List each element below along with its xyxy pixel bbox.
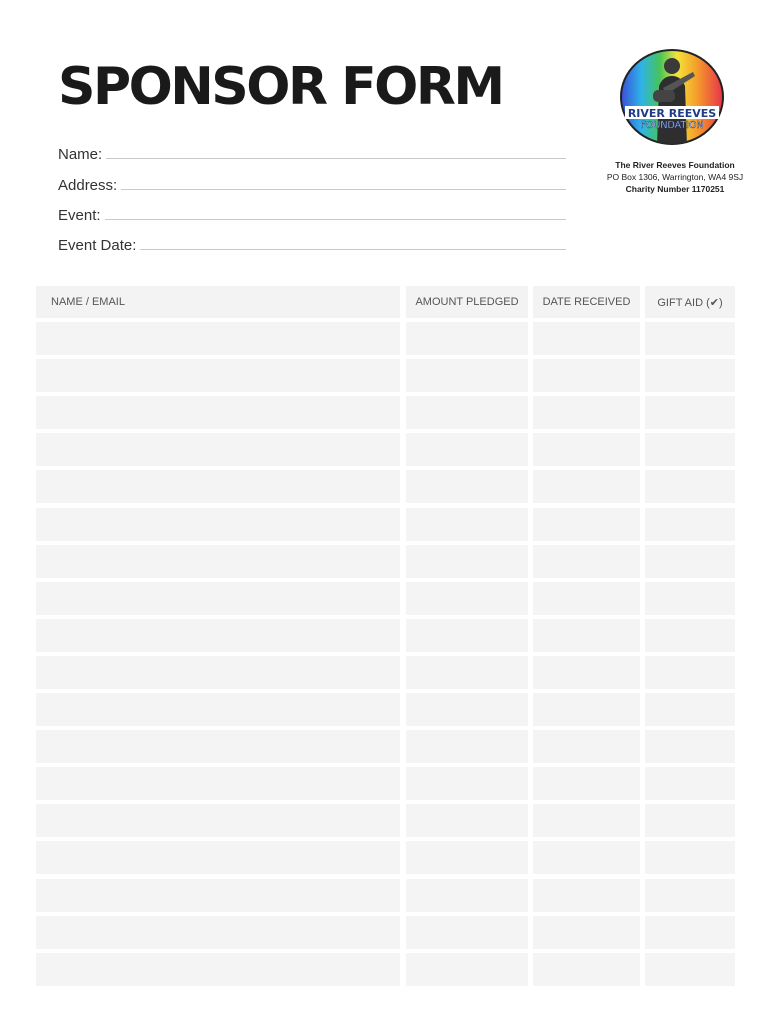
amount-pledged-cell[interactable] <box>406 508 528 541</box>
date-received-cell[interactable] <box>533 767 640 800</box>
amount-pledged-cell[interactable] <box>406 582 528 615</box>
date-received-cell[interactable] <box>533 470 640 503</box>
amount-pledged-cell[interactable] <box>406 545 528 578</box>
name-email-cell[interactable] <box>36 396 400 429</box>
event-date-line[interactable] <box>140 249 566 250</box>
name-email-cell[interactable] <box>36 470 400 503</box>
name-label: Name: <box>58 146 103 163</box>
address-line[interactable] <box>121 189 566 190</box>
amount-pledged-cell[interactable] <box>406 396 528 429</box>
amount-pledged-cell[interactable] <box>406 619 528 652</box>
date-received-cell[interactable] <box>533 508 640 541</box>
name-line[interactable] <box>106 158 566 159</box>
name-email-cell[interactable] <box>36 582 400 615</box>
date-received-cell[interactable] <box>533 322 640 355</box>
date-received-cell[interactable] <box>533 545 640 578</box>
gift-aid-cell[interactable] <box>645 693 735 726</box>
name-email-cell[interactable] <box>36 545 400 578</box>
name-field[interactable] <box>58 141 566 163</box>
address-label: Address: <box>58 177 118 194</box>
amount-pledged-cell[interactable] <box>406 730 528 763</box>
date-received-cell[interactable] <box>533 433 640 466</box>
date-received-cell[interactable] <box>533 656 640 689</box>
date-received-cell[interactable] <box>533 582 640 615</box>
river-reeves-logo <box>619 48 725 146</box>
charity-number: Charity Number 1170251 <box>625 184 725 194</box>
gift-aid-cell[interactable] <box>645 396 735 429</box>
logo-text-top: RIVER REEVES <box>627 107 717 120</box>
amount-pledged-cell[interactable] <box>406 916 528 949</box>
event-field[interactable] <box>58 202 566 224</box>
date-received-cell[interactable] <box>533 804 640 837</box>
gift-aid-cell[interactable] <box>645 879 735 912</box>
amount-pledged-cell[interactable] <box>406 879 528 912</box>
gift-aid-cell[interactable] <box>645 841 735 874</box>
amount-pledged-cell[interactable] <box>406 470 528 503</box>
amount-pledged-cell[interactable] <box>406 322 528 355</box>
gift-aid-cell[interactable] <box>645 508 735 541</box>
amount-pledged-cell[interactable] <box>406 433 528 466</box>
name-email-cell[interactable] <box>36 879 400 912</box>
gift-aid-cell[interactable] <box>645 656 735 689</box>
date-received-cell[interactable] <box>533 879 640 912</box>
event-date-field[interactable] <box>58 232 566 254</box>
address-field[interactable] <box>58 172 566 194</box>
name-email-cell[interactable] <box>36 508 400 541</box>
header-date-received: DATE RECEIVED <box>533 286 640 318</box>
name-email-cell[interactable] <box>36 656 400 689</box>
date-received-cell[interactable] <box>533 916 640 949</box>
org-name: The River Reeves Foundation <box>615 160 735 170</box>
name-email-cell[interactable] <box>36 953 400 986</box>
name-email-cell[interactable] <box>36 916 400 949</box>
organization-info <box>585 159 765 195</box>
name-email-cell[interactable] <box>36 433 400 466</box>
amount-pledged-cell[interactable] <box>406 656 528 689</box>
date-received-cell[interactable] <box>533 619 640 652</box>
name-email-cell[interactable] <box>36 359 400 392</box>
name-email-cell[interactable] <box>36 322 400 355</box>
date-received-cell[interactable] <box>533 396 640 429</box>
date-received-cell[interactable] <box>533 953 640 986</box>
date-received-cell[interactable] <box>533 730 640 763</box>
event-label: Event: <box>58 207 101 224</box>
gift-aid-cell[interactable] <box>645 359 735 392</box>
event-date-label: Event Date: <box>58 237 137 254</box>
name-email-cell[interactable] <box>36 619 400 652</box>
name-email-cell[interactable] <box>36 767 400 800</box>
amount-pledged-cell[interactable] <box>406 693 528 726</box>
date-received-cell[interactable] <box>533 359 640 392</box>
header-name-email: NAME / EMAIL <box>36 286 400 318</box>
name-email-cell[interactable] <box>36 841 400 874</box>
gift-aid-cell[interactable] <box>645 470 735 503</box>
name-email-cell[interactable] <box>36 804 400 837</box>
date-received-cell[interactable] <box>533 841 640 874</box>
gift-aid-cell[interactable] <box>645 953 735 986</box>
name-email-cell[interactable] <box>36 730 400 763</box>
gift-aid-cell[interactable] <box>645 545 735 578</box>
page-title: SPONSOR FORM <box>58 57 503 117</box>
gift-aid-cell[interactable] <box>645 582 735 615</box>
gift-aid-cell[interactable] <box>645 322 735 355</box>
name-email-cell[interactable] <box>36 693 400 726</box>
amount-pledged-cell[interactable] <box>406 953 528 986</box>
gift-aid-cell[interactable] <box>645 916 735 949</box>
gift-aid-cell[interactable] <box>645 433 735 466</box>
amount-pledged-cell[interactable] <box>406 841 528 874</box>
header-gift-aid: GIFT AID (✔) <box>645 286 735 318</box>
org-address: PO Box 1306, Warrington, WA4 9SJ <box>606 172 744 182</box>
amount-pledged-cell[interactable] <box>406 804 528 837</box>
logo-text-bottom: FOUNDATION <box>640 120 704 131</box>
gift-aid-cell[interactable] <box>645 619 735 652</box>
gift-aid-cell[interactable] <box>645 767 735 800</box>
date-received-cell[interactable] <box>533 693 640 726</box>
header-amount-pledged: AMOUNT PLEDGED <box>406 286 528 318</box>
event-line[interactable] <box>105 219 566 220</box>
amount-pledged-cell[interactable] <box>406 359 528 392</box>
gift-aid-cell[interactable] <box>645 730 735 763</box>
amount-pledged-cell[interactable] <box>406 767 528 800</box>
gift-aid-cell[interactable] <box>645 804 735 837</box>
